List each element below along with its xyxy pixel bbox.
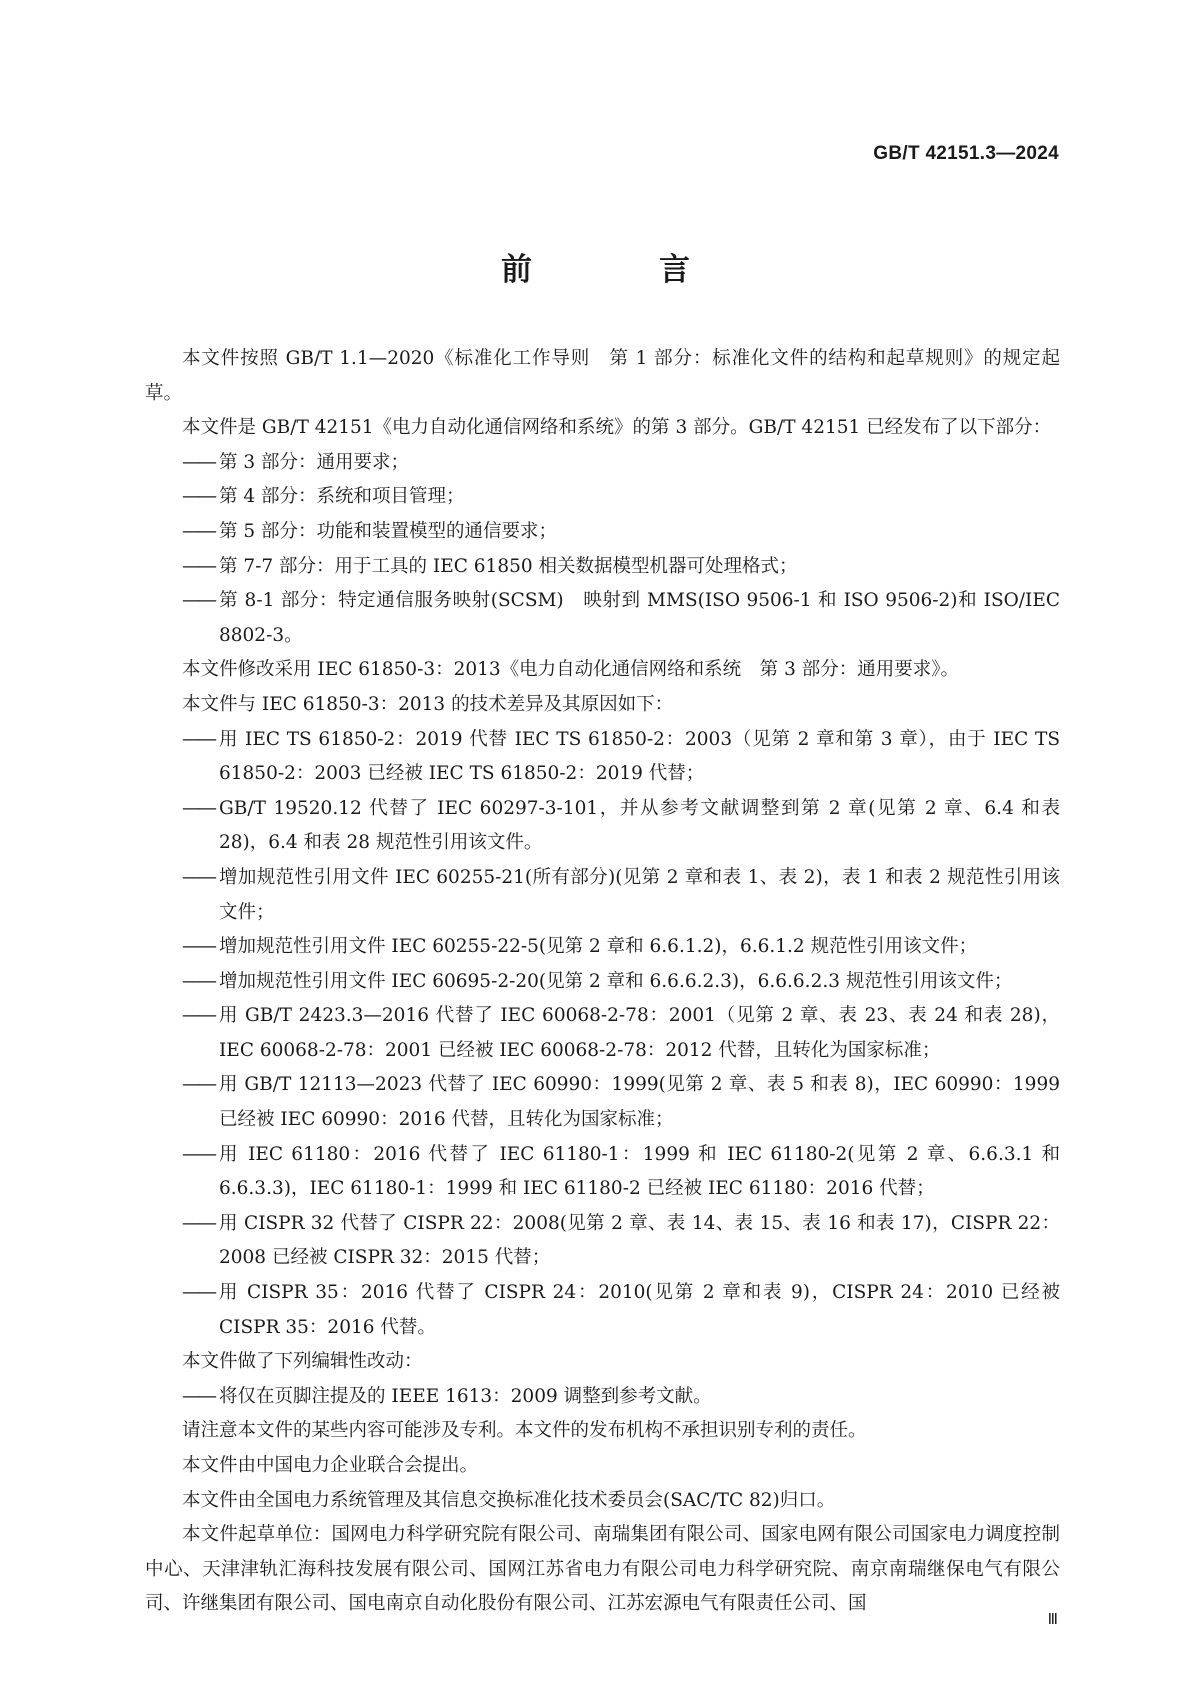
list-item — [145, 1276, 1060, 1345]
dash-marker: —— — [182, 1212, 215, 1234]
list-item-text: 第 3 部分：通用要求； — [219, 451, 410, 473]
list-item-text: 用 IEC 61180：2016 代替了 IEC 61180-1：1999 和 IEC 61180-2(见第 2 章、6.6.3.1 和 6.6.3.3)，IEC 61180-1：1999 和 IEC 61180-2 已经被 IEC 61180：2016 代替； — [219, 1143, 1060, 1200]
dash-marker: —— — [182, 1143, 215, 1165]
list-item — [145, 1380, 1060, 1415]
list-item — [145, 550, 1060, 585]
parts-list — [145, 446, 1060, 654]
list-item-text: 第 5 部分：功能和装置模型的通信要求； — [219, 520, 558, 542]
dash-marker: —— — [182, 1385, 215, 1407]
list-item — [145, 1207, 1060, 1276]
dash-marker: —— — [182, 590, 215, 612]
list-item-text: 用 GB/T 2423.3—2016 代替了 IEC 60068-2-78：2001（见第 2 章、表 23、表 24 和表 28)，IEC 60068-2-78：2001 已经被 IEC 60068-2-78：2012 代替，且转化为国家标准； — [219, 1005, 1060, 1061]
page-title: 前 言 — [501, 252, 738, 288]
dash-marker: —— — [182, 1282, 215, 1304]
editorial-intro-paragraph: 本文件做了下列编辑性改动： — [182, 1351, 423, 1373]
list-item — [145, 930, 1060, 965]
dash-marker: —— — [182, 555, 215, 577]
dash-marker: —— — [182, 936, 215, 958]
list-item — [145, 723, 1060, 792]
list-item-text: 第 7-7 部分：用于工具的 IEC 61850 相关数据模型机器可处理格式； — [219, 555, 798, 577]
technical-differences-list — [145, 723, 1060, 1346]
list-item-text: 用 IEC TS 61850-2：2019 代替 IEC TS 61850-2：2003（见第 2 章和第 3 章），由于 IEC TS 61850-2：2003 已经被 IEC TS 61850-2：2019 代替； — [219, 728, 1060, 785]
list-item — [145, 446, 1060, 481]
list-item-text: 用 GB/T 12113—2023 代替了 IEC 60990：1999(见第 2 章、表 5 和表 8)，IEC 60990：1999 已经被 IEC 60990：2016 代替，且转化为国家标准； — [219, 1074, 1060, 1131]
list-item-text: 增加规范性引用文件 IEC 60695-2-20(见第 2 章和 6.6.6.2.3)，6.6.6.2.3 规范性引用该文件； — [219, 970, 1013, 992]
dash-marker: —— — [182, 1005, 215, 1027]
list-item-text: 第 4 部分：系统和项目管理； — [219, 486, 465, 508]
list-item-text: 增加规范性引用文件 IEC 60255-22-5(见第 2 章和 6.6.1.2)，6.6.1.2 规范性引用该文件； — [219, 936, 978, 958]
list-item-text: 用 CISPR 35：2016 代替了 CISPR 24：2010(见第 2 章和表 9)，CISPR 24：2010 已经被 CISPR 35：2016 代替。 — [219, 1282, 1060, 1338]
dash-marker: —— — [182, 797, 215, 819]
list-item-text: 第 8-1 部分：特定通信服务映射(SCSM) 映射到 MMS(ISO 9506-1 和 ISO 9506-2)和 ISO/IEC 8802-3。 — [219, 590, 1060, 646]
page-number: Ⅲ — [1047, 1612, 1058, 1628]
list-item-text: 用 CISPR 32 代替了 CISPR 22：2008(见第 2 章、表 14、表 15、表 16 和表 17)，CISPR 22：2008 已经被 CISPR 32：2015 代替； — [219, 1212, 1060, 1269]
list-item — [145, 584, 1060, 653]
list-item — [145, 792, 1060, 861]
series-paragraph: 本文件是 GB/T 42151《电力自动化通信网络和系统》的第 3 部分。GB/T 42151 已经发布了以下部分： — [182, 417, 1052, 439]
list-item — [145, 999, 1060, 1068]
list-item — [145, 965, 1060, 1000]
dash-marker: —— — [182, 451, 215, 473]
dash-marker: —— — [182, 970, 215, 992]
list-item — [145, 1068, 1060, 1137]
patent-notice-paragraph: 请注意本文件的某些内容可能涉及专利。本文件的发布机构不承担识别专利的责任。 — [182, 1420, 867, 1442]
dash-marker: —— — [182, 728, 215, 750]
diff-intro-paragraph: 本文件与 IEC 61850-3：2013 的技术差异及其原因如下： — [182, 693, 674, 715]
dash-marker: —— — [182, 486, 215, 508]
standard-number: GB/T 42151.3—2024 — [873, 143, 1059, 164]
list-item — [145, 515, 1060, 550]
list-item — [145, 861, 1060, 930]
dash-marker: —— — [182, 1074, 215, 1096]
drafting-rule-paragraph: 本文件按照 GB/T 1.1—2020《标准化工作导则 第 1 部分：标准化文件的结构和起草规则》的规定起草。 — [145, 348, 1060, 404]
list-item-text: 增加规范性引用文件 IEC 60255-21(所有部分)(见第 2 章和表 1、表 2)，表 1 和表 2 规范性引用该文件； — [219, 866, 1060, 923]
dash-marker: —— — [182, 866, 215, 888]
list-item — [145, 480, 1060, 515]
list-item-text: GB/T 19520.12 代替了 IEC 60297-3-101，并从参考文献调整到第 2 章(见第 2 章、6.4 和表 28)，6.4 和表 28 规范性引用该文件。 — [219, 797, 1060, 854]
drafting-organizations-paragraph: 本文件起草单位：国网电力科学研究院有限公司、南瑞集团有限公司、国家电网有限公司国家电力调度控制中心、天津津轨汇海科技发展有限公司、国网江苏省电力有限公司电力科学研究院、南京南瑞继保电气有限公司、许继集团有限公司、国电南京自动化股份有限公司、江苏宏源电气有限责任公司、国 — [145, 1524, 1060, 1615]
list-item — [145, 1138, 1060, 1207]
list-item-text: 将仅在页脚注提及的 IEEE 1613：2009 调整到参考文献。 — [219, 1385, 712, 1407]
proposer-paragraph: 本文件由中国电力企业联合会提出。 — [182, 1455, 479, 1476]
dash-marker: —— — [182, 520, 215, 542]
committee-paragraph: 本文件由全国电力系统管理及其信息交换标准化技术委员会(SAC/TC 82)归口。 — [182, 1489, 836, 1511]
editorial-changes-list — [145, 1380, 1060, 1415]
adoption-paragraph: 本文件修改采用 IEC 61850-3：2013《电力自动化通信网络和系统 第 3 部分：通用要求》。 — [182, 659, 959, 681]
document-body — [145, 342, 1060, 1622]
